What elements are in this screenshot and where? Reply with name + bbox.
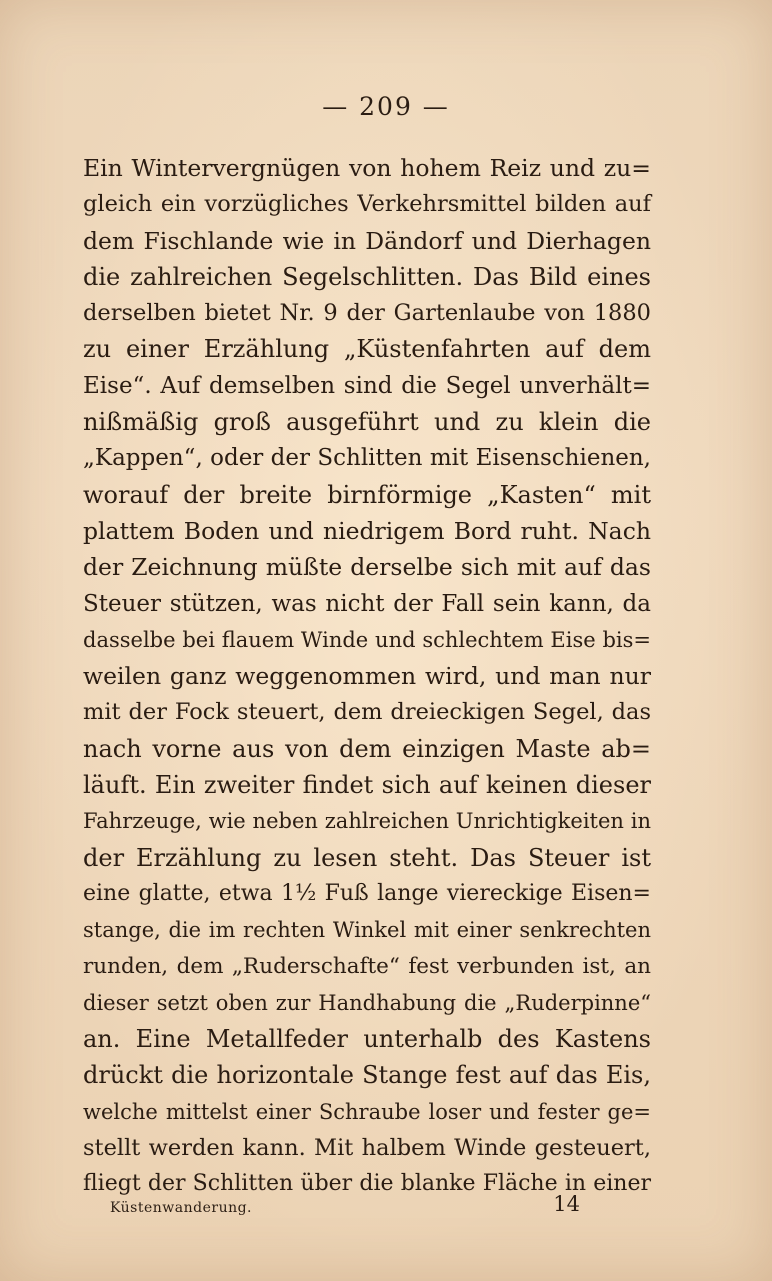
text-line: Ein Wintervergnügen von hohem Reiz und zu=	[83, 154, 651, 182]
signature-mark: 14	[553, 1192, 580, 1216]
text-line: stellt werden kann. Mit halbem Winde gesteuert,	[83, 1135, 651, 1162]
text-line: runden, dem „Ruderschafte“ fest verbunden ist, an	[83, 953, 651, 979]
text-line: Fahrzeuge, wie neben zahlreichen Unrichtigkeiten in	[83, 809, 651, 834]
text-line: dem Fischlande wie in Dändorf und Dierhagen	[83, 226, 651, 255]
page-footer	[110, 1192, 580, 1222]
footer-title: Küstenwanderung.	[110, 1200, 253, 1216]
text-line: mit der Fock steuert, dem dreieckigen Segel, das	[83, 699, 651, 726]
text-line: dasselbe bei flauem Winde und schlechtem Eise bis=	[83, 627, 651, 652]
text-line: der Erzählung zu lesen steht. Das Steuer ist	[83, 843, 651, 872]
text-line: Eise“. Auf demselben sind die Segel unverhält=	[83, 372, 651, 399]
text-line: worauf der breite birnförmige „Kasten“ mit	[83, 480, 651, 509]
text-line: eine glatte, etwa 1½ Fuß lange viereckige Eisen=	[83, 880, 651, 906]
text-line: an. Eine Metallfeder unterhalb des Kastens	[83, 1025, 651, 1054]
page-number-header: — 209 —	[322, 92, 450, 121]
text-line: weilen ganz weggenommen wird, und man nur	[83, 662, 651, 691]
text-line: drückt die horizontale Stange fest auf das Eis,	[83, 1061, 651, 1090]
text-line: „Kappen“, oder der Schlitten mit Eisenschienen,	[83, 445, 651, 472]
text-line: dieser setzt oben zur Handhabung die „Ruderpinne“	[83, 990, 651, 1015]
text-line: fliegt der Schlitten über die blanke Fläche in einer	[83, 1171, 651, 1197]
text-line: welche mittelst einer Schraube loser und fester ge=	[83, 1099, 651, 1124]
text-line: derselben bietet Nr. 9 der Gartenlaube von 1880	[83, 300, 651, 327]
text-line: Steuer stützen, was nicht der Fall sein kann, da	[83, 590, 651, 617]
text-line: der Zeichnung müßte derselbe sich mit auf das	[83, 553, 651, 582]
text-line: stange, die im rechten Winkel mit einer senkrechten	[83, 918, 651, 943]
text-line: plattem Boden und niedrigem Bord ruht. Nach	[83, 516, 651, 545]
text-line: läuft. Ein zweiter findet sich auf keinen dieser	[83, 771, 651, 800]
text-line: die zahlreichen Segelschlitten. Das Bild eines	[83, 262, 651, 291]
text-line: zu einer Erzählung „Küstenfahrten auf dem	[83, 335, 651, 364]
text-line: gleich ein vorzügliches Verkehrsmittel bilden auf	[83, 191, 651, 218]
body-text	[83, 150, 651, 1203]
text-line: nißmäßig groß ausgeführt und zu klein die	[83, 408, 651, 437]
text-line: nach vorne aus von dem einzigen Maste ab=	[83, 734, 651, 763]
